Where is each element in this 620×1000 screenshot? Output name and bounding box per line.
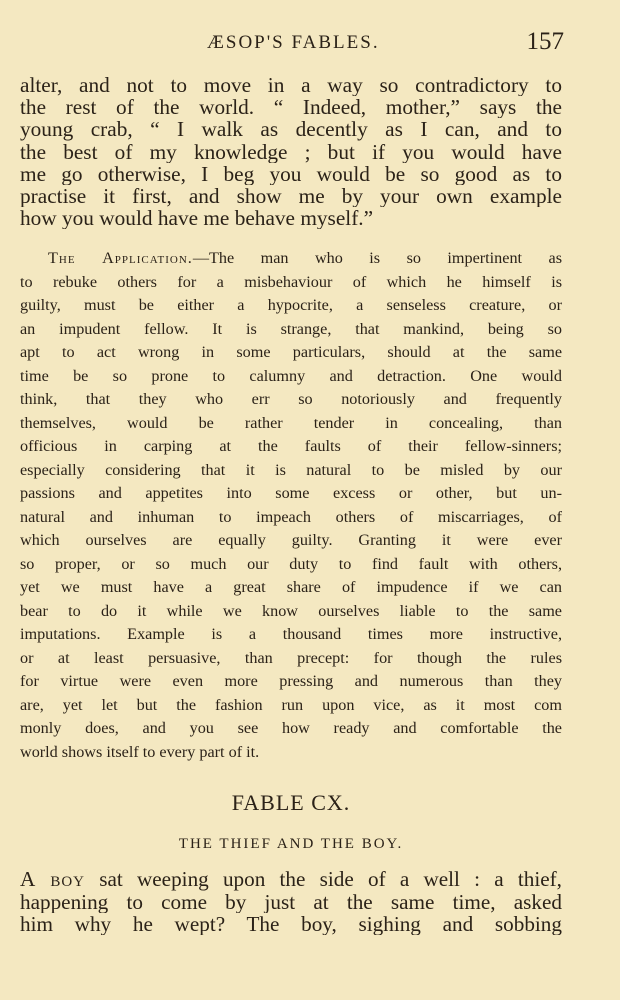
text-line: think, that they who err so notoriously and frequently — [20, 390, 562, 409]
paragraph-continued — [20, 74, 562, 229]
fable-paragraph — [20, 868, 562, 935]
text-line: passions and appetites into some excess or other, but un- — [20, 484, 562, 503]
text-line: the rest of the world. “ Indeed, mother,” says the — [20, 96, 562, 119]
application-first-line — [20, 247, 562, 271]
text-line: young crab, “ I walk as decently as I can, and to — [20, 118, 562, 141]
text-line: alter, and not to move in a way so contradictory to — [20, 74, 562, 97]
fable-first-line — [20, 868, 562, 890]
application-label: The Application. — [48, 249, 193, 268]
page-number: 157 — [526, 28, 564, 55]
text-line: especially considering that it is natural to be misled by our — [20, 460, 562, 479]
text-line: are, yet let but the fashion run upon vice, as it most com — [20, 695, 562, 714]
fable-subtitle: THE THIEF AND THE BOY. — [178, 836, 404, 853]
page-header — [20, 28, 564, 74]
text-line: themselves, would be rather tender in concealing, than — [20, 413, 562, 432]
running-head: ÆSOP'S FABLES. — [207, 32, 380, 53]
text-line: monly does, and you see how ready and comfortable the — [20, 719, 562, 738]
text-line: or at least persuasive, than precept: for though the rules — [20, 648, 562, 667]
text-line: how you would have me behave myself.” — [20, 207, 374, 230]
text-line: yet we must have a great share of impudence if we can — [20, 578, 562, 597]
text-line: world shows itself to every part of it. — [20, 742, 260, 761]
text-line: natural and inhuman to impeach others of miscarriages, of — [20, 507, 562, 526]
application-paragraph — [20, 247, 562, 764]
text-line: officious in carping at the faults of their fellow-sinners; — [20, 437, 562, 456]
text-line: so proper, or so much our duty to find fault with others, — [20, 554, 562, 573]
text-line: the best of my knowledge ; but if you would have — [20, 140, 562, 163]
fable-title: FABLE CX. — [231, 790, 351, 816]
text-line: guilty, must be either a hypocrite, a senseless creature, or — [20, 296, 562, 315]
text-line: for virtue were even more pressing and numerous than they — [20, 672, 562, 691]
text-line: him why he wept? The boy, sighing and sobbing — [20, 912, 562, 936]
text-line: bear to do it while we know ourselves liable to the same — [20, 601, 562, 620]
text-line: me go otherwise, I beg you would be so good as to — [20, 162, 562, 186]
text-line: practise it first, and show me by your own example — [20, 185, 562, 208]
fable-first-line-rest: sat weeping upon the side of a well : a thief, — [85, 868, 562, 891]
text-line: time be so prone to calumny and detraction. One would — [20, 366, 562, 385]
text-line: an impudent fellow. It is strange, that mankind, being so — [20, 319, 562, 338]
fable-first-words: A boy — [20, 868, 86, 891]
text-line: imputations. Example is a thousand times more instructive, — [20, 625, 562, 644]
application-first-text: —The man who is so impertinent as — [192, 249, 562, 268]
text-line: which ourselves are equally guilty. Granting it were ever — [20, 531, 562, 550]
text-line: to rebuke others for a misbehaviour of which he himself is — [20, 272, 562, 291]
text-line: apt to act wrong in some particulars, should at the same — [20, 343, 562, 362]
text-line: happening to come by just at the same time, asked — [20, 890, 562, 913]
